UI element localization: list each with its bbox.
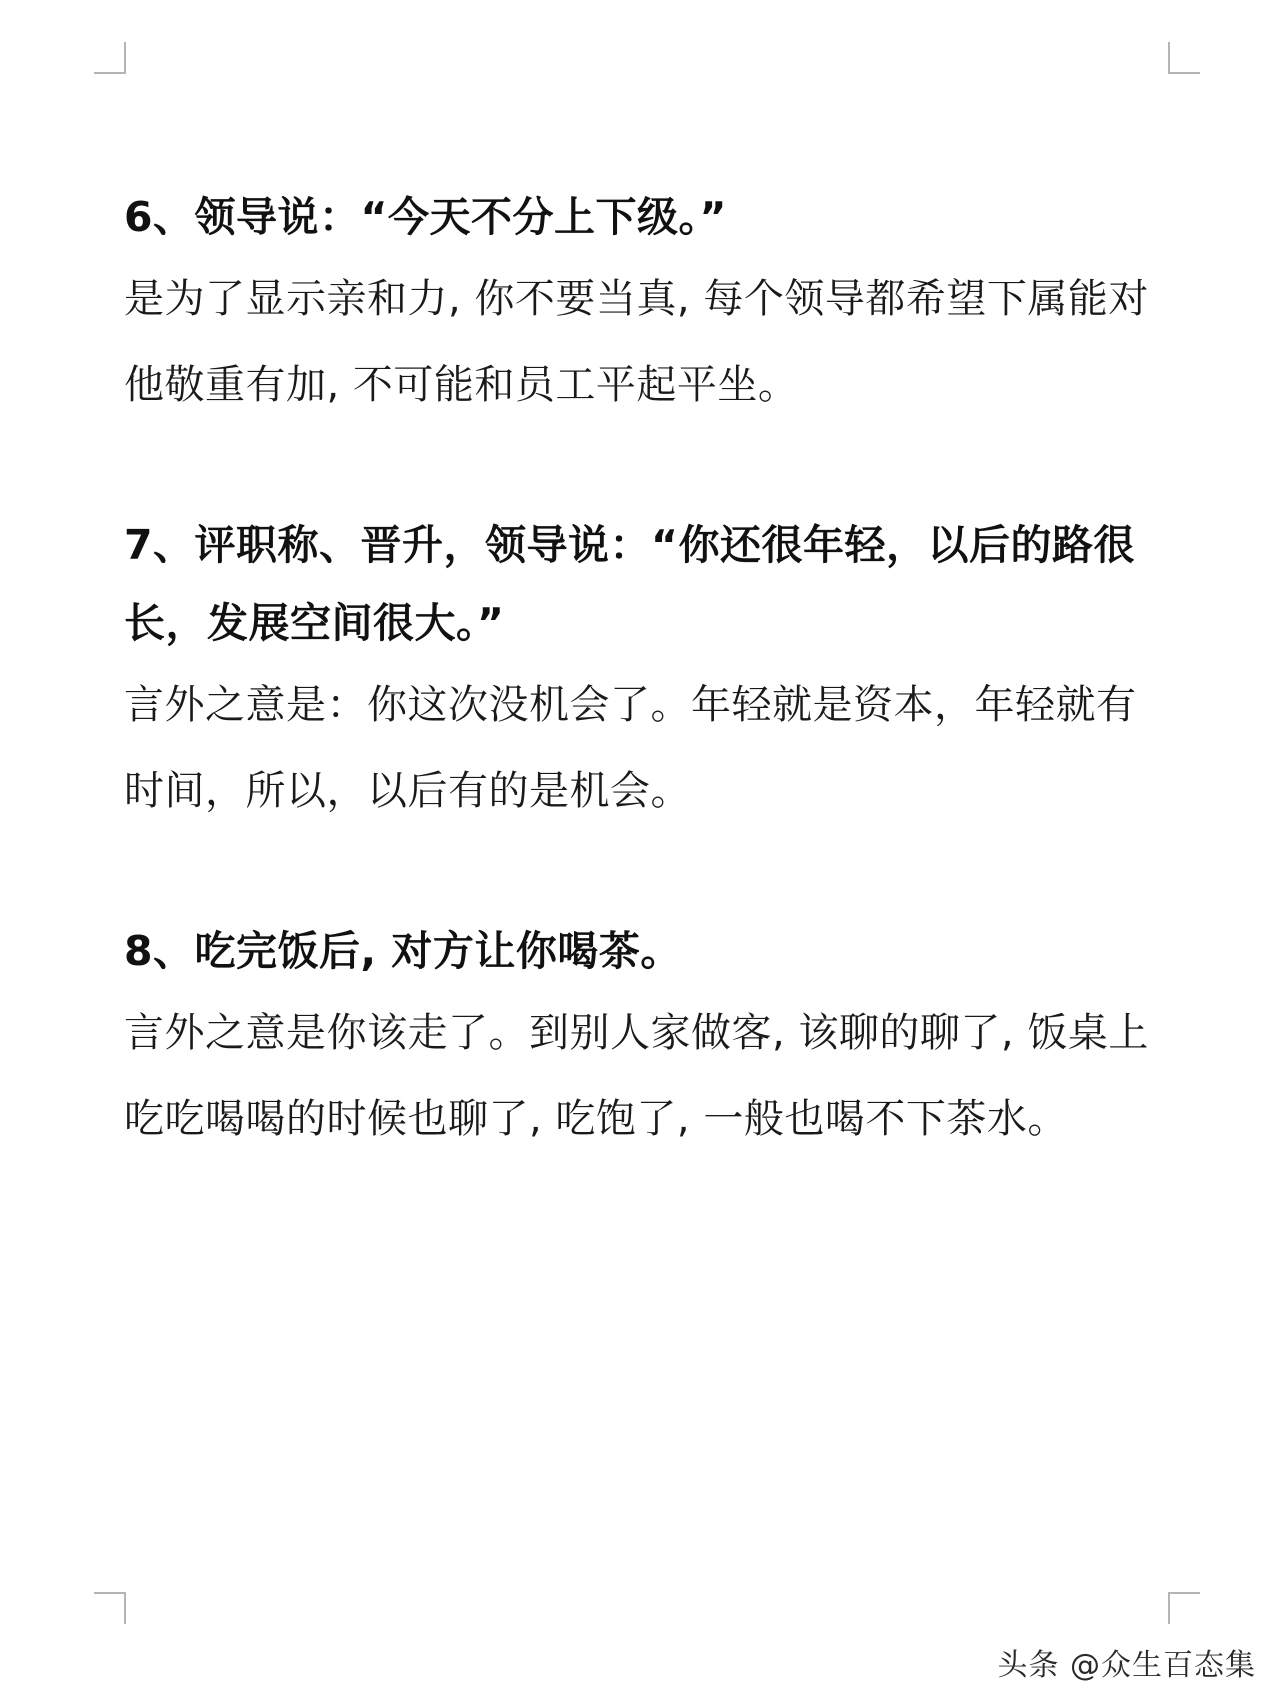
page-corner-mark-bottom-right	[1168, 1592, 1200, 1624]
tip-section-8	[124, 912, 1174, 1162]
section-heading: 6、领导说：“今天不分上下级。”	[124, 193, 727, 241]
page-corner-mark-top-right	[1168, 42, 1200, 74]
document-content	[124, 178, 1174, 1162]
section-body: 言外之意是：你这次没机会了。年轻就是资本，年轻就有时间，所以，以后有的是机会。	[124, 682, 1137, 814]
section-heading: 8、吃完饭后, 对方让你喝茶。	[124, 927, 682, 975]
section-heading: 7、评职称、晋升，领导说：“你还很年轻，以后的路很长，发展空间很大。”	[124, 521, 1135, 647]
tip-section-6	[124, 178, 1174, 428]
section-body: 是为了显示亲和力, 你不要当真, 每个领导都希望下属能对他敬重有加, 不可能和员工平起平坐。	[124, 276, 1149, 408]
section-body: 言外之意是你该走了。到别人家做客, 该聊的聊了, 饭桌上吃吃喝喝的时候也聊了, 吃饱了, 一般也喝不下茶水。	[124, 1010, 1149, 1142]
source-watermark: 头条 @众生百态集	[997, 1648, 1256, 1683]
page-corner-mark-top-left	[94, 42, 126, 74]
tip-section-7	[124, 506, 1174, 834]
page-corner-mark-bottom-left	[94, 1592, 126, 1624]
